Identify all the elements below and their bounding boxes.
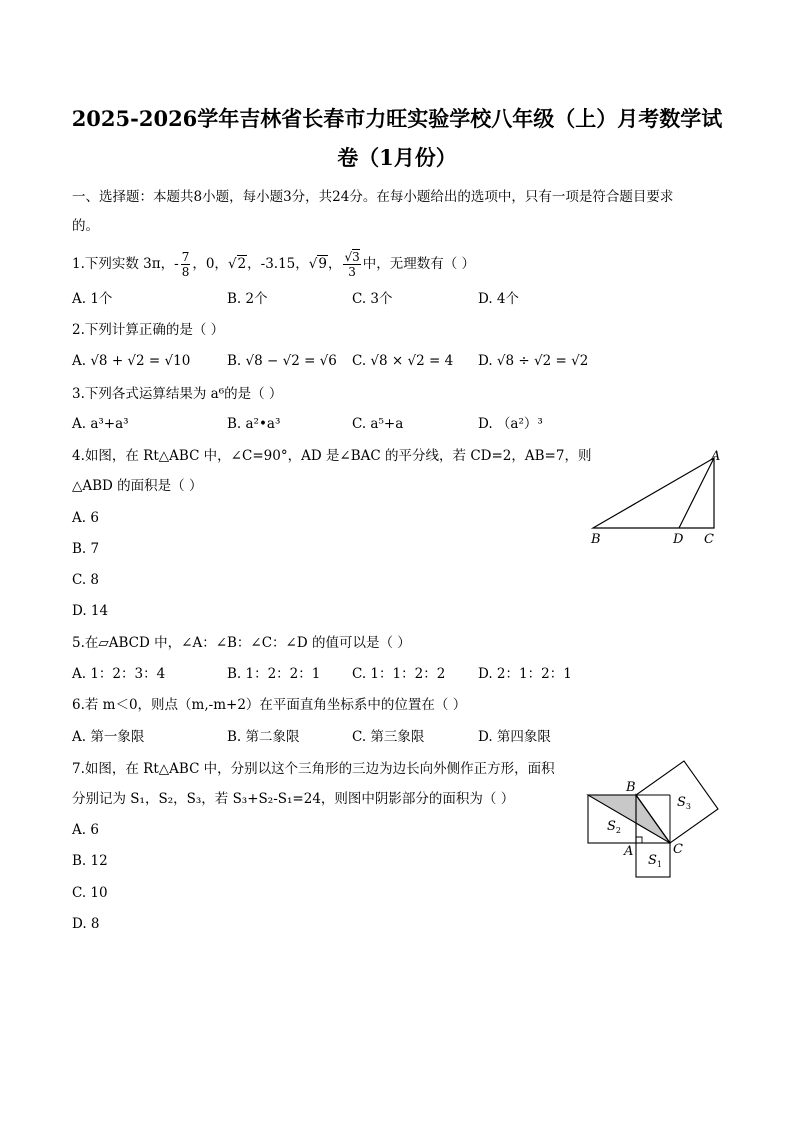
q5-option-d: D. 2：1：2：1 (478, 666, 572, 682)
sqrt-9: √9 (308, 256, 327, 272)
label-d: D (673, 532, 684, 547)
q4-option-c: C. 8 (72, 572, 100, 588)
q7-option-a: A. 6 (72, 822, 99, 838)
q2-option-a: A. √8 + √2 = √10 (72, 353, 191, 369)
q4-option-b: B. 7 (72, 541, 100, 557)
q1-option-a: A. 1个 (72, 291, 113, 307)
right-angle-mark (636, 837, 642, 843)
label-c: C (704, 532, 714, 547)
q5-option-b: B. 1：2：2：1 (227, 666, 321, 682)
q6-option-d: D. 第四象限 (478, 729, 551, 745)
label-c: C (673, 842, 683, 857)
question-7-stem-line1: 7.如图，在 Rt△ABC 中，分别以这个三角形的三边为边长向外侧作正方形，面积 (72, 761, 555, 777)
question-6-stem: 6.若 m＜0，则点（m,-m+2）在平面直角坐标系中的位置在（ ） (72, 697, 467, 713)
q1-option-b: B. 2个 (227, 291, 268, 307)
sqrt-2: √2 (227, 256, 247, 272)
q5-option-c: C. 1：1：2：2 (352, 666, 446, 682)
q1-option-c: C. 3个 (352, 291, 393, 307)
q2-option-b: B. √8 − √2 = √6 (227, 353, 337, 369)
question-3-stem: 3.下列各式运算结果为 a⁶的是（ ） (72, 386, 283, 402)
q4-option-a: A. 6 (72, 510, 99, 526)
label-b: B (591, 532, 601, 547)
q7-option-c: C. 10 (72, 885, 108, 901)
fraction-sqrt3-3: $\frac{√3}{3}$ (344, 250, 360, 279)
q3-option-b: B. a²•a³ (227, 416, 281, 432)
q4-triangle-figure (585, 446, 735, 550)
q3-option-a: A. a³+a³ (72, 416, 129, 432)
label-s3: $S_3$ (677, 795, 691, 811)
exam-title-line1: 2025-2026学年吉林省长春市力旺实验学校八年级（上）月考数学试 (71, 106, 723, 131)
q2-option-d: D. √8 ÷ √2 = √2 (478, 353, 589, 369)
label-a: A (711, 449, 721, 464)
label-a: A (624, 844, 634, 859)
q6-option-c: C. 第三象限 (352, 729, 425, 745)
fraction-7-8: $\frac{7}{8}$ (181, 250, 190, 279)
q3-option-d: D. （a²）³ (478, 416, 543, 432)
question-1-stem: 1.下列实数 3π，- $\frac{7}{8}$ ，0，√2，-3.15，√9， $\frac{√3}{3}$ 中，无理数有（ ） (72, 250, 476, 279)
q7-option-d: D. 8 (72, 916, 100, 932)
q4-option-d: D. 14 (72, 603, 109, 619)
q5-option-a: A. 1：2：3：4 (72, 666, 166, 682)
exam-title-line2: 卷（1月份） (337, 145, 457, 170)
q2-option-c: C. √8 × √2 = 4 (352, 353, 454, 369)
label-s1: $S_1$ (648, 853, 662, 869)
q1-option-d: D. 4个 (478, 291, 520, 307)
question-4-stem-line2: △ABD 的面积是（ ） (72, 478, 203, 494)
question-5-stem: 5.在▱ABCD 中，∠A：∠B：∠C：∠D 的值可以是（ ） (72, 635, 411, 651)
section1-instruction: 一、选择题：本题共8小题，每小题3分，共24分。在每小题给出的选项中，只有一项是符合题目要求 (72, 189, 674, 205)
label-b: B (626, 780, 636, 795)
q3-option-c: C. a⁵+a (352, 416, 404, 432)
section1-instruction-cont: 的。 (72, 218, 99, 234)
question-2-stem: 2.下列计算正确的是（ ） (72, 322, 225, 338)
q1-prefix: 1.下列实数 3π，- (72, 256, 179, 272)
q7-option-b: B. 12 (72, 853, 108, 869)
question-7-stem-line2: 分别记为 S₁，S₂，S₃，若 S₃+S₂-S₁=24，则图中阴影部分的面积为（ ） (72, 791, 515, 807)
label-s2: $S_2$ (607, 819, 621, 835)
question-4-stem-line1: 4.如图，在 Rt△ABC 中，∠C=90°，AD 是∠BAC 的平分线，若 CD=2，AB=7，则 (72, 448, 592, 464)
q6-option-b: B. 第二象限 (227, 729, 300, 745)
q6-option-a: A. 第一象限 (72, 729, 145, 745)
q7-squares-figure (580, 756, 726, 882)
